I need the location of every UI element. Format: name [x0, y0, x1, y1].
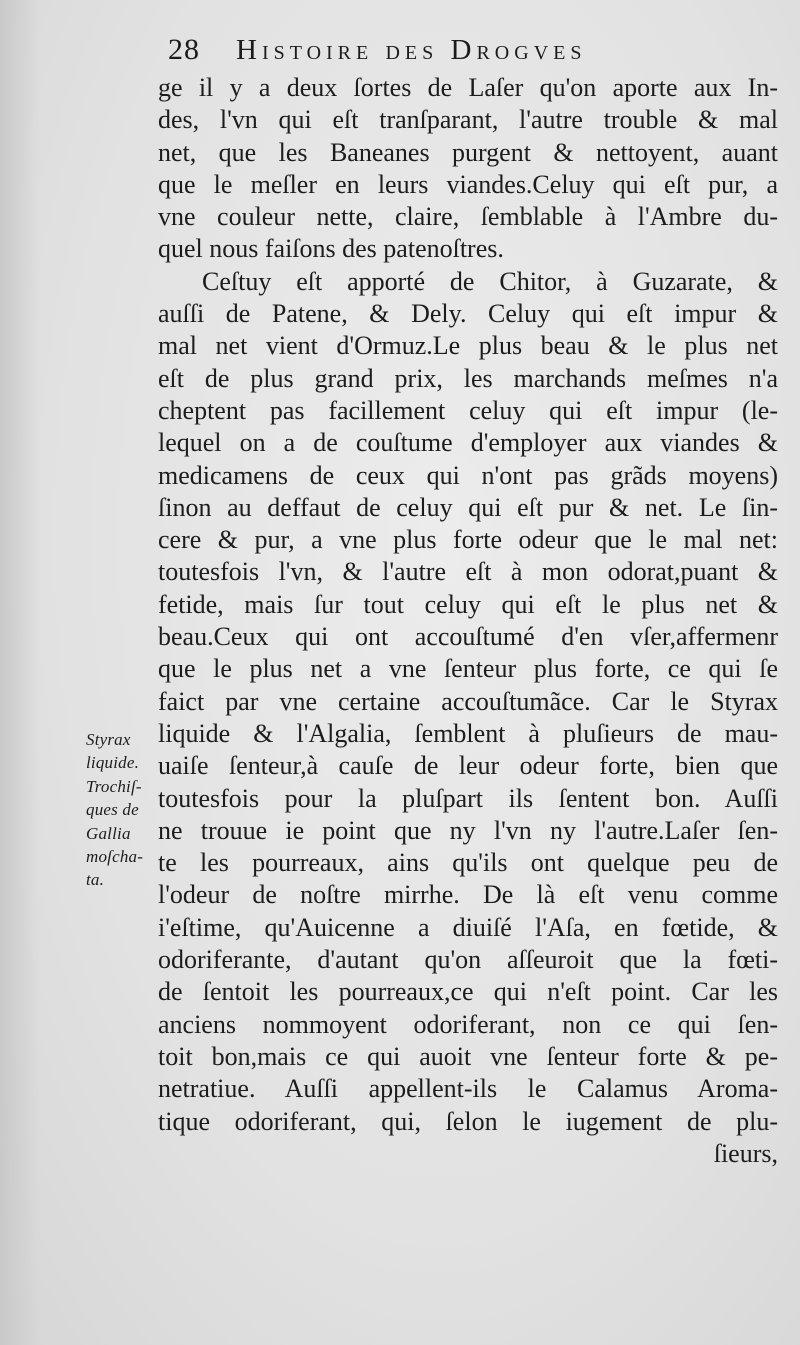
text-line: odoriferante, d'autant qu'on aſſeuroit que la fœti- — [158, 945, 778, 975]
marginal-note-line: liquide. — [86, 753, 140, 773]
catchword-line: ſieurs, — [713, 1138, 778, 1168]
text-line: fetide, mais ſur tout celuy qui eſt le plus net & — [158, 589, 778, 619]
text-line: netratiue. Auſſi appellent-ils le Calamus Aroma- — [158, 1074, 778, 1104]
marginal-note-line: ques de — [86, 800, 139, 820]
text-line: net, que les Baneanes purgent & nettoyent, auant — [158, 137, 778, 167]
text-line: de ſentoit les pourreaux,ce qui n'eſt point. Car les — [158, 977, 778, 1007]
text-line: toutesfois l'vn, & l'autre eſt à mon odorat,puant & — [158, 557, 778, 587]
text-line: ne trouue ie point que ny l'vn ny l'autre.Laſer ſen- — [158, 815, 778, 845]
text-line: quel nous faiſons des patenoſtres. — [158, 234, 504, 264]
text-line: Ceſtuy eſt apporté de Chitor, à Guzarate, & — [202, 266, 778, 296]
text-line: anciens nommoyent odoriferant, non ce qui ſen- — [158, 1009, 778, 1039]
text-line: toit bon,mais ce qui auoit vne ſenteur forte & pe- — [158, 1041, 778, 1071]
marginal-note-line: moſcha- — [86, 847, 144, 867]
running-title: Histoire des Drogves — [236, 34, 587, 66]
text-line: eſt de plus grand prix, les marchands meſmes n'a — [158, 363, 778, 393]
text-line: tique odoriferant, qui, ſelon le iugement de plu- — [158, 1106, 778, 1136]
marginal-note — [86, 728, 158, 892]
text-line: vne couleur nette, claire, ſemblable à l'Ambre du- — [158, 202, 778, 232]
text-line: toutesfois pour la pluſpart ils ſentent bon. Auſſi — [158, 783, 778, 813]
marginal-note-line: Styrax — [86, 730, 131, 749]
text-line: que le meſler en leurs viandes.Celuy qui eſt pur, a — [158, 169, 778, 199]
text-line: beau.Ceux qui ont accouſtumé d'en vſer,affermenr — [158, 622, 778, 652]
text-line: mal net vient d'Ormuz.Le plus beau & le plus net — [158, 331, 778, 361]
text-line: cere & pur, a vne plus forte odeur que le mal net: — [158, 525, 778, 555]
marginal-note-line: Trochiſ- — [86, 776, 142, 796]
text-line: cheptent pas facillement celuy qui eſt impur (le- — [158, 395, 778, 425]
text-line: medicamens de ceux qui n'ont pas grãds moyens) — [158, 460, 778, 490]
text-line: l'odeur de noſtre mirrhe. De là eſt venu comme — [158, 880, 778, 910]
text-line: auſſi de Patene, & Dely. Celuy qui eſt impur & — [158, 299, 778, 329]
page-header — [168, 30, 778, 70]
text-line: te les pourreaux, ains qu'ils ont quelque peu de — [158, 848, 778, 878]
page-number: 28 — [168, 33, 200, 66]
marginal-note-line: Gallia — [86, 823, 131, 843]
text-line: liquide & l'Algalia, ſemblent à pluſieurs de mau- — [158, 718, 778, 748]
text-line: lequel on a de couſtume d'employer aux viandes & — [158, 428, 778, 458]
text-line: ge il y a deux ſortes de Laſer qu'on aporte aux In- — [158, 73, 778, 102]
text-line: uaiſe ſenteur,à cauſe de leur odeur forte, bien que — [158, 751, 778, 781]
marginal-note-line: ta. — [86, 870, 105, 890]
body-text — [158, 72, 778, 1170]
binding-shadow — [0, 0, 40, 1345]
text-line: i'eſtime, qu'Auicenne a diuiſé l'Aſa, en fœtide, & — [158, 912, 778, 942]
text-line: faict par vne certaine accouſtumãce. Car le Styrax — [158, 686, 778, 716]
text-line: ſinon au deffaut de celuy qui eſt pur & net. Le ſin- — [158, 492, 778, 522]
text-line: que le plus net a vne ſenteur plus forte, ce qui ſe — [158, 654, 778, 684]
text-line: des, l'vn qui eſt tranſparant, l'autre trouble & mal — [158, 105, 778, 135]
